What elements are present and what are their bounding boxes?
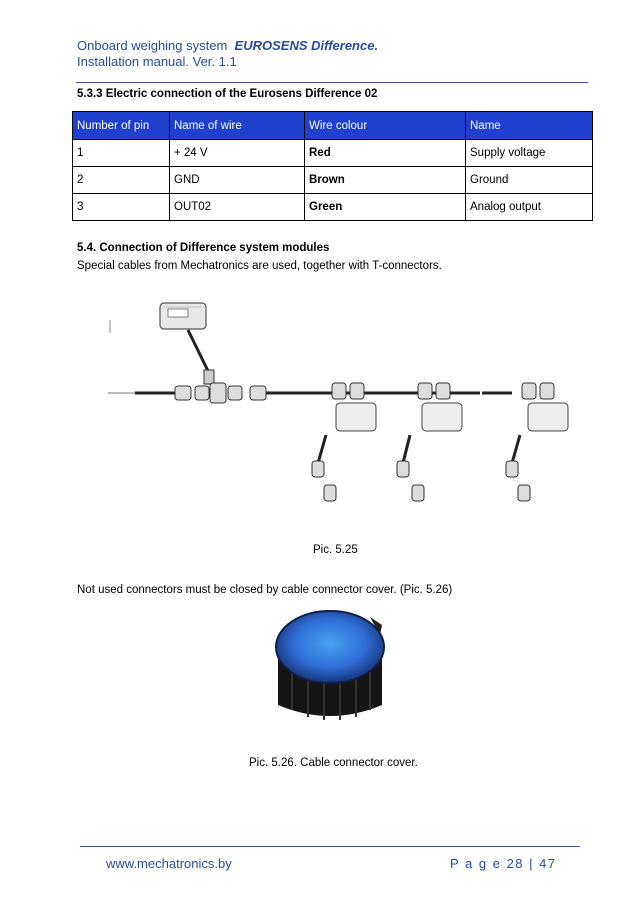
display-unit-image	[160, 303, 206, 329]
footer-page-number: P a g e 28 | 47	[450, 856, 557, 871]
header-line-1	[77, 38, 378, 54]
header-system-name: Onboard weighing system	[77, 38, 228, 53]
table-cell: + 24 V	[170, 140, 305, 167]
table-cell: Brown	[305, 167, 466, 194]
table-cell: 3	[73, 194, 170, 221]
table-row	[73, 140, 593, 167]
sensor-module-2	[397, 383, 462, 501]
sensor-module-3	[506, 383, 568, 501]
header-brand: EUROSENS Difference.	[234, 38, 379, 53]
note-text: Not used connectors must be closed by cable connector cover. (Pic. 5.26)	[77, 584, 453, 596]
table-cell: OUT02	[170, 194, 305, 221]
header-cell-pin: Number of pin	[73, 112, 170, 140]
header-cell-wire-colour: Wire colour	[305, 112, 466, 140]
header-cell-name: Name	[466, 112, 593, 140]
footer-url: www.mechatronics.by	[106, 856, 232, 871]
wire-table	[72, 111, 593, 221]
table-cell: Supply voltage	[466, 140, 593, 167]
section-533-title: 5.3.3 Electric connection of the Eurosens Difference 02	[77, 88, 378, 100]
sensor-module-1	[312, 383, 376, 501]
table-cell: GND	[170, 167, 305, 194]
cable-connector-cover-image	[270, 605, 390, 727]
table-cell: 2	[73, 167, 170, 194]
table-cell: 1	[73, 140, 170, 167]
page-header	[77, 38, 378, 70]
table-cell: Ground	[466, 167, 593, 194]
system-connection-diagram	[100, 295, 580, 510]
header-rule	[76, 82, 588, 83]
header-cell-wire-name: Name of wire	[170, 112, 305, 140]
header-line-2: Installation manual. Ver. 1.1	[77, 54, 237, 69]
table-row	[73, 194, 593, 221]
section-54-text: Special cables from Mechatronics are used, together with T-connectors.	[77, 260, 442, 272]
footer-rule	[80, 846, 580, 847]
wire-table-header-row	[73, 112, 593, 140]
pic-525-caption: Pic. 5.25	[313, 544, 358, 556]
table-cell: Analog output	[466, 194, 593, 221]
table-cell: Red	[305, 140, 466, 167]
table-row	[73, 167, 593, 194]
table-cell: Green	[305, 194, 466, 221]
pic-526-caption: Pic. 5.26. Cable connector cover.	[249, 757, 418, 769]
section-54-title: 5.4. Connection of Difference system modules	[77, 242, 330, 254]
